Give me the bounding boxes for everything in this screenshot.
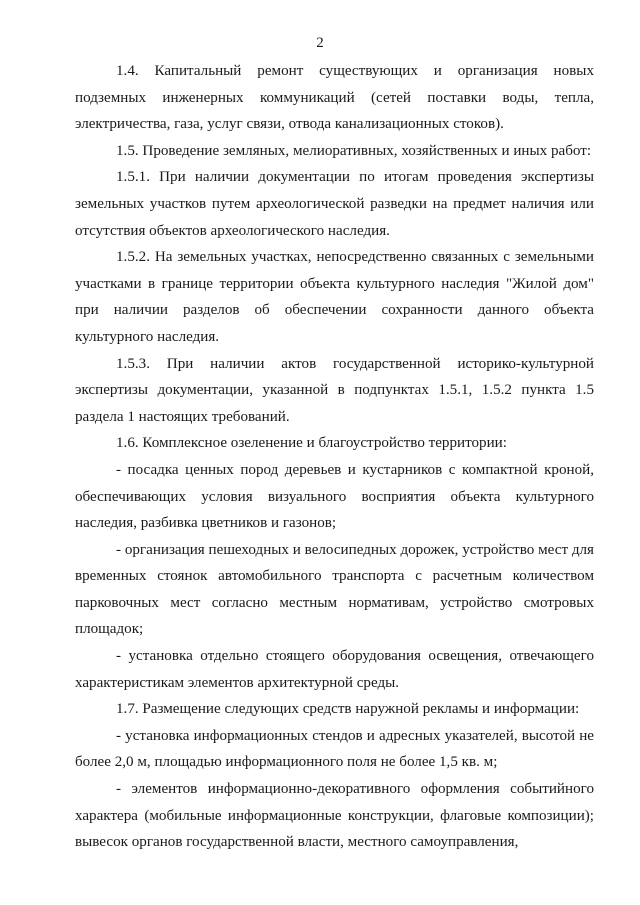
paragraph-1-5: 1.5. Проведение земляных, мелиоративных, хозяйственных и иных работ: — [116, 142, 592, 159]
paragraph-1-7: 1.7. Размещение следующих средств наружной рекламы и информации: — [116, 701, 580, 718]
list-item-decor: - элементов информационно-декоративного оформления событийного характера (мобильные информационные конструкции, флаговые композиции); вывесок органов государственной власти, местного самоуправления, — [75, 781, 594, 851]
list-item-stands: - установка информационных стендов и адресных указателей, высотой не более 2,0 м, площадью информационного поля не более 1,5 кв. м; — [75, 727, 594, 771]
list-item-lighting: - установка отдельно стоящего оборудования освещения, отвечающего характеристикам элементов архитектурной среды. — [75, 648, 594, 691]
paragraph-1-5-1: 1.5.1. При наличии документации по итогам проведения экспертизы земельных участков путем археологической разведки на предмет наличия или отсутствия объектов археологического наследия. — [75, 169, 594, 239]
list-item-paths: - организация пешеходных и велосипедных дорожек, устройство мест для временных стоянок автомобильного транспорта с расчетным количеством парковочных мест согласно местным нормативам, устройство смотровых площадок; — [75, 541, 594, 638]
paragraph-1-5-2: 1.5.2. На земельных участках, непосредственно связанных с земельными участками в границе территории объекта культурного наследия "Жилой дом" при наличии разделов об обеспечении сохранности данного объекта культурного наследия. — [75, 249, 594, 345]
document-body — [75, 58, 594, 856]
paragraph-1-6: 1.6. Комплексное озеленение и благоустройство территории: — [116, 435, 507, 452]
paragraph-1-4: 1.4. Капитальный ремонт существующих и организация новых подземных инженерных коммуникаций (сетей поставки воды, тепла, электричества, газа, услуг связи, отвода канализационных стоков). — [75, 63, 594, 133]
paragraph-1-5-3: 1.5.3. При наличии актов государственной историко-культурной экспертизы документации, указанной в подпунктах 1.5.1, 1.5.2 пункта 1.5 раздела 1 настоящих требований. — [75, 355, 594, 425]
list-item-planting: - посадка ценных пород деревьев и кустарников с компактной кроной, обеспечивающих условия визуального восприятия объекта культурного наследия, разбивка цветников и газонов; — [75, 461, 594, 532]
page-number: 2 — [316, 35, 324, 51]
